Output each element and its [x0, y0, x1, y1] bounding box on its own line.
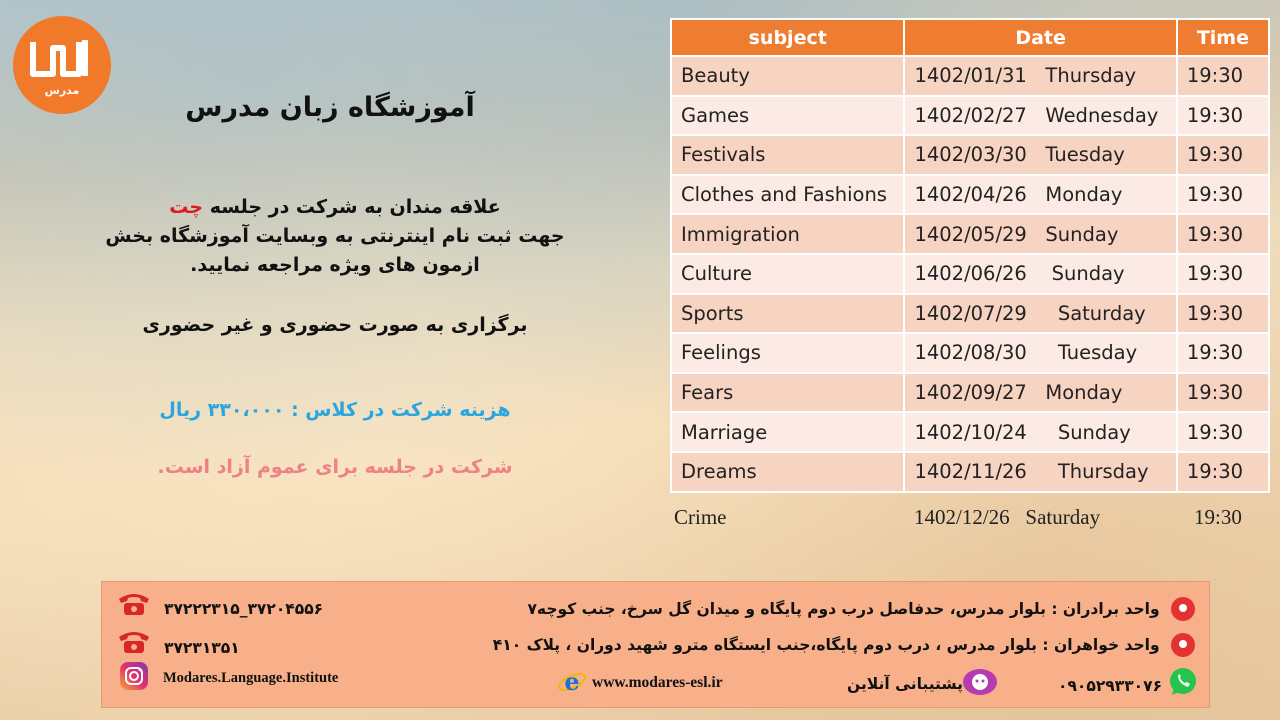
cell-time: 19:30: [1177, 175, 1269, 215]
cell-time: 19:30: [1177, 294, 1269, 334]
telephone-icon: [117, 591, 151, 617]
location-pin-icon: [1171, 633, 1195, 657]
table-row: [671, 96, 1269, 136]
cell-date: 1402/11/26 Thursday: [904, 452, 1176, 492]
cell-date: 1402/06/26 Sunday: [904, 254, 1176, 294]
cell-date: 1402/09/27 Monday: [904, 373, 1176, 413]
cell-subject: Marriage: [671, 412, 904, 452]
cell-date: 1402/02/27 Wednesday: [904, 96, 1176, 136]
table-row: [671, 294, 1269, 334]
intro-line3: ازمون های ویژه مراجعه نمایید.: [190, 254, 480, 276]
mode-text: برگزاری به صورت حضوری و غیر حضوری: [142, 314, 528, 336]
table-row: [671, 412, 1269, 452]
header-date: Date: [904, 19, 1176, 56]
phone-numbers-1[interactable]: ۳۷۲۰۴۵۵۶_۳۷۲۲۲۳۱۵: [164, 600, 324, 618]
instagram-icon[interactable]: [119, 661, 149, 691]
cell-date: 1402/10/24 Sunday: [904, 412, 1176, 452]
instagram-handle[interactable]: Modares.Language.Institute: [163, 670, 339, 686]
extra-time: 19:30: [1194, 505, 1242, 529]
table-row: [671, 135, 1269, 175]
intro-text: [100, 193, 570, 280]
cell-time: 19:30: [1177, 214, 1269, 254]
brothers-branch-row: [527, 597, 1195, 621]
cell-subject: Culture: [671, 254, 904, 294]
cell-time: 19:30: [1177, 373, 1269, 413]
cell-subject: Feelings: [671, 333, 904, 373]
cell-date: 1402/07/29 Saturday: [904, 294, 1176, 334]
institute-logo: [13, 16, 111, 114]
cell-time: 19:30: [1177, 452, 1269, 492]
cell-date: 1402/01/31 Thursday: [904, 56, 1176, 96]
public-note: شرکت در جلسه برای عموم آزاد است.: [157, 456, 513, 478]
cell-date: 1402/04/26 Monday: [904, 175, 1176, 215]
intro-line1: علاقه مندان به شرکت در جلسه: [203, 196, 501, 218]
table-row: [671, 175, 1269, 215]
cell-time: 19:30: [1177, 135, 1269, 175]
cell-subject: Sports: [671, 294, 904, 334]
brothers-branch-address: واحد برادران : بلوار مدرس، حدفاصل درب دوم پایگاه و میدان گل سرخ، جنب کوچه۷: [527, 599, 1160, 618]
cell-date: 1402/05/29 Sunday: [904, 214, 1176, 254]
table-row: [671, 254, 1269, 294]
cell-subject: Dreams: [671, 452, 904, 492]
fee-text: هزینه شرکت در کلاس : ۳۳۰،۰۰۰ ریال: [159, 399, 511, 421]
chat-support-icon[interactable]: [962, 668, 998, 698]
cell-date: 1402/03/30 Tuesday: [904, 135, 1176, 175]
phone-number-2[interactable]: ۳۷۲۳۱۳۵۱: [164, 639, 240, 657]
whatsapp-number[interactable]: ۰۹۰۵۲۹۳۳۰۷۶: [1058, 677, 1163, 695]
cell-subject: Beauty: [671, 56, 904, 96]
website-link[interactable]: www.modares-esl.ir: [592, 674, 723, 691]
intro-highlight: چت: [169, 196, 204, 218]
sisters-branch-row: [493, 633, 1195, 657]
table-row: [671, 452, 1269, 492]
internet-explorer-icon[interactable]: [557, 667, 587, 697]
cell-time: 19:30: [1177, 96, 1269, 136]
table-row: [671, 333, 1269, 373]
schedule-table: [670, 18, 1270, 493]
intro-line2: جهت ثبت نام اینترنتی به وبسایت آموزشگاه بخش: [105, 225, 565, 247]
header-time: Time: [1177, 19, 1269, 56]
sisters-branch-address: واحد خواهران : بلوار مدرس ، درب دوم پایگاه،جنب ایستگاه مترو شهید دوران ، پلاک ۴۱۰: [492, 635, 1160, 654]
extra-date: 1402/12/26 Saturday: [914, 505, 1101, 529]
cell-time: 19:30: [1177, 254, 1269, 294]
table-header-row: [671, 19, 1269, 56]
table-row: [671, 373, 1269, 413]
cell-date: 1402/08/30 Tuesday: [904, 333, 1176, 373]
cell-time: 19:30: [1177, 412, 1269, 452]
extra-subject: Crime: [674, 505, 727, 529]
table-row: [671, 56, 1269, 96]
logo-subtitle: مدرس: [44, 83, 80, 97]
telephone-icon: [117, 629, 151, 655]
cell-subject: Fears: [671, 373, 904, 413]
cell-subject: Clothes and Fashions: [671, 175, 904, 215]
location-pin-icon: [1171, 597, 1195, 621]
cell-subject: Immigration: [671, 214, 904, 254]
cell-subject: Games: [671, 96, 904, 136]
table-row: [671, 214, 1269, 254]
cell-subject: Festivals: [671, 135, 904, 175]
contact-footer: [101, 581, 1210, 708]
svg-text:e: e: [564, 667, 580, 696]
cell-time: 19:30: [1177, 56, 1269, 96]
whatsapp-icon[interactable]: [1168, 667, 1198, 697]
cell-time: 19:30: [1177, 333, 1269, 373]
online-support-label: پشتیبانی آنلاین: [847, 675, 963, 693]
header-subject: subject: [671, 19, 904, 56]
page-title: آموزشگاه زبان مدرس: [185, 92, 475, 123]
logo-mark-icon: [27, 34, 97, 90]
